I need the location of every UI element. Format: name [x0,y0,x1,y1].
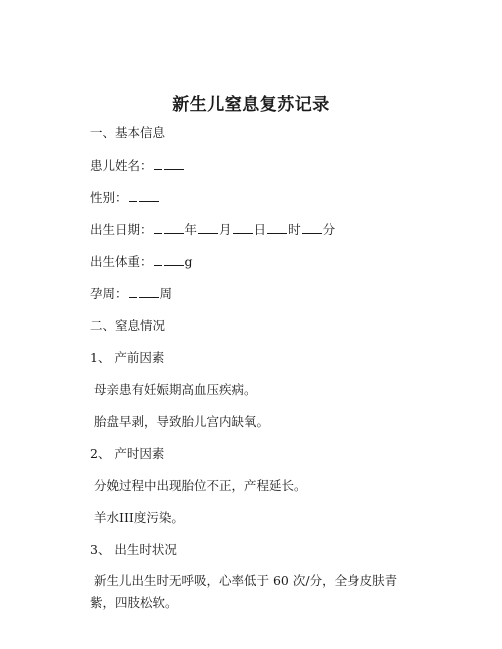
intrapartum-line-1: 分娩过程中出现胎位不正，产程延长。 [94,478,307,493]
prenatal-line-1: 母亲患有妊娠期高血压疾病。 [94,382,257,397]
gestation-field [90,285,172,302]
section-heading-asphyxia: 二、窒息情况 [90,318,166,333]
intrapartum-line-2: 羊水III度污染。 [94,510,184,525]
gestation-label: 孕周： [90,286,128,301]
gender-blank-a [129,189,137,202]
birth-hour-unit: 时 [288,222,301,237]
birth-weight-field [90,253,193,270]
birth-weight-label: 出生体重： [90,254,153,269]
item-heading-prenatal: 1、 产前因素 [90,350,165,365]
document-title: 新生儿窒息复苏记录 [172,95,330,115]
birth-weight-unit: g [184,254,193,269]
birth-minute-blank [302,221,322,234]
item-heading-birth-status: 3、 出生时状况 [90,542,177,557]
gestation-blank-b [139,285,159,298]
prenatal-line-2: 胎盘早剥，导致胎儿宫内缺氧。 [94,414,270,429]
birth-day-unit: 日 [253,222,267,237]
section-heading-basic-info: 一、基本信息 [90,125,166,140]
birth-date-blank-a [154,221,162,234]
patient-name-blank-b [164,157,184,170]
birth-year-blank [164,221,184,234]
patient-name-field [90,157,185,174]
birth-hour-blank [267,221,287,234]
patient-name-label: 患儿姓名： [90,158,153,173]
birth-month-blank [198,221,218,234]
gender-label: 性别： [90,190,128,205]
birth-minute-unit: 分 [322,222,336,237]
birth-year-unit: 年 [184,222,198,237]
birth-weight-blank-a [154,253,162,266]
birth-day-blank [233,221,253,234]
birth-month-unit: 月 [219,222,232,237]
birth-date-label: 出生日期： [90,222,153,237]
gender-field [90,189,160,206]
gender-blank-b [139,189,159,202]
item-heading-intrapartum: 2、 产时因素 [90,446,165,461]
patient-name-blank-a [154,157,162,170]
gestation-unit: 周 [159,286,173,301]
birth-date-field [90,221,335,238]
birth-weight-blank-b [164,253,184,266]
gestation-blank-a [129,285,137,298]
birth-status-paragraph: 新生儿出生时无呼吸，心率低于 60 次/分，全身皮肤青紫，四肢松软。 [90,573,398,610]
